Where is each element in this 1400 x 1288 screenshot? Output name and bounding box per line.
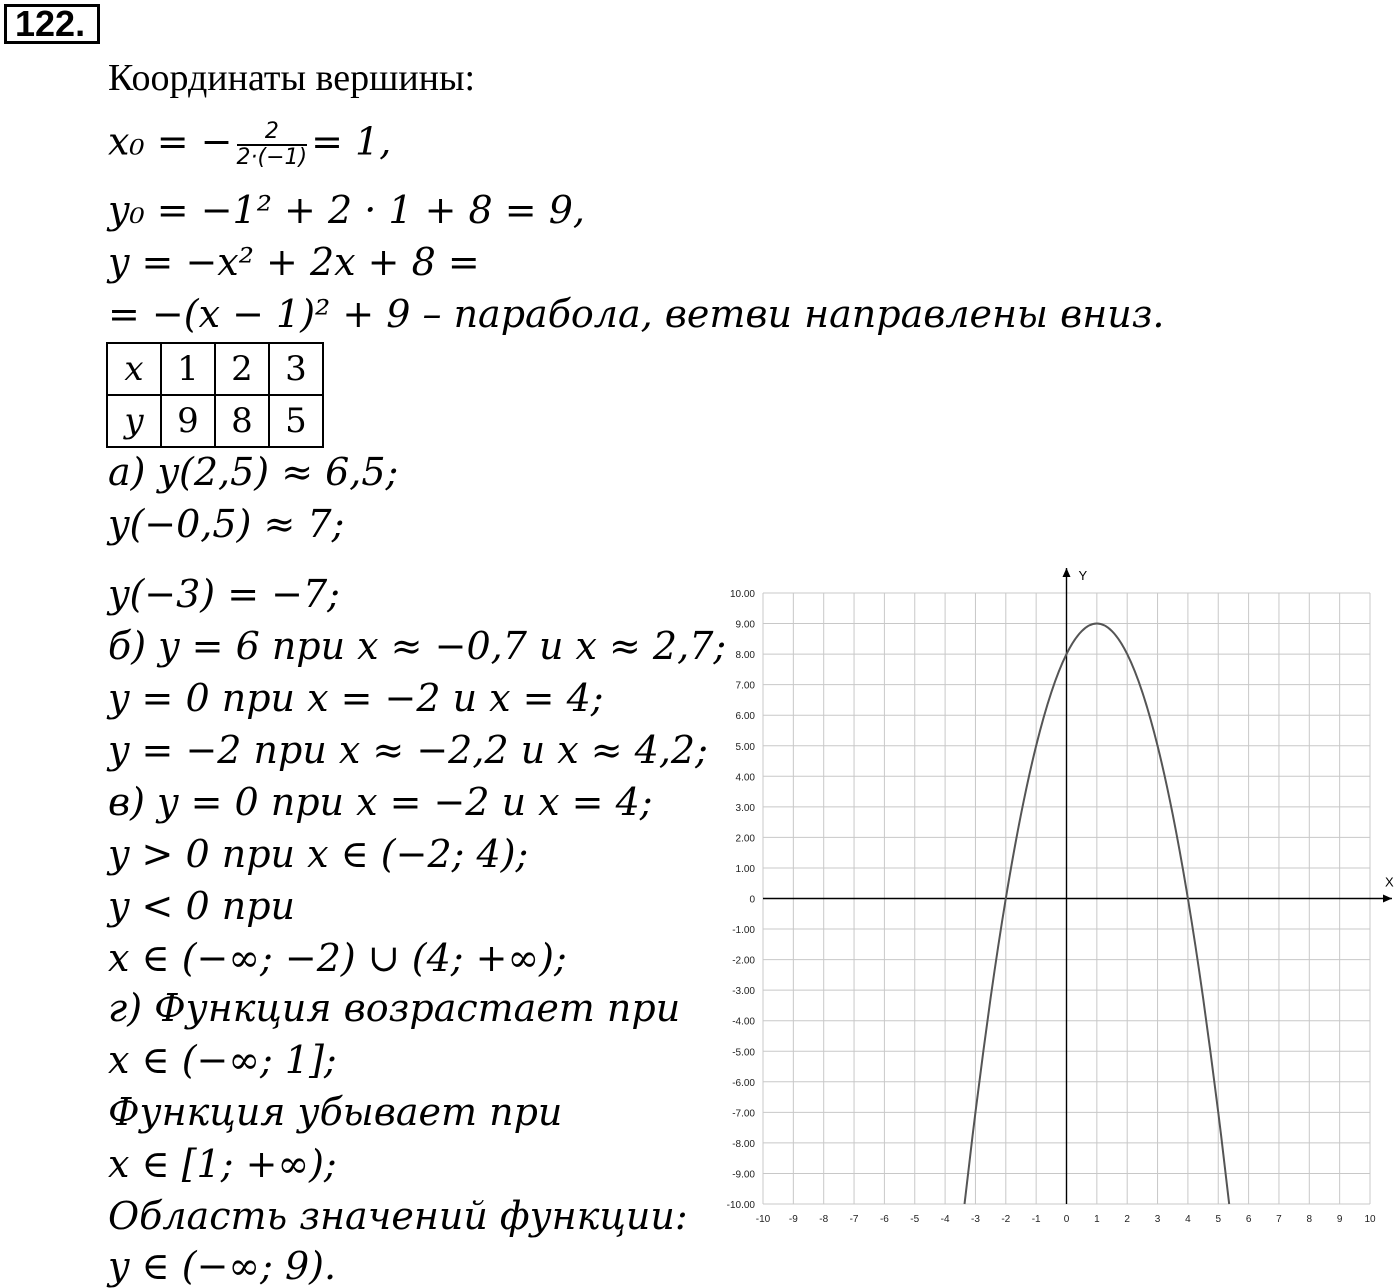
y-tick-label: 2.00 bbox=[735, 833, 755, 845]
answer-a-2: y(−0,5) ≈ 7; bbox=[108, 502, 345, 546]
table-row bbox=[107, 343, 323, 395]
fraction-denominator: 2·(−1) bbox=[236, 145, 308, 170]
y-tick-label: -8.00 bbox=[732, 1138, 755, 1150]
y-tick-label: 0 bbox=[749, 894, 755, 906]
vertex-form: = −(x − 1)² + 9 – парабола, ветви направлены вниз. bbox=[108, 292, 1165, 336]
answer-v-4: x ∈ (−∞; −2) ∪ (4; +∞); bbox=[108, 936, 567, 980]
y-tick-label: 10.00 bbox=[729, 589, 755, 600]
x-tick-label: -6 bbox=[879, 1214, 889, 1225]
x-axis-arrow bbox=[1383, 895, 1392, 903]
fraction-numerator: 2 bbox=[237, 120, 308, 146]
answer-g-1: г) Функция возрастает при bbox=[108, 986, 681, 1030]
answer-v-2: y > 0 при x ∈ (−2; 4); bbox=[108, 832, 529, 876]
y-tick-label: -1.00 bbox=[732, 925, 755, 937]
answer-g-4: x ∈ [1; +∞); bbox=[108, 1142, 337, 1186]
function-definition: y = −x² + 2x + 8 = bbox=[108, 240, 480, 284]
x-tick-label: 6 bbox=[1245, 1214, 1252, 1225]
y-tick-label: 4.00 bbox=[735, 772, 755, 784]
y-tick-label: 6.00 bbox=[735, 711, 755, 723]
y-axis-label: Y bbox=[1078, 568, 1088, 583]
x-tick-label: 8 bbox=[1306, 1214, 1313, 1225]
y-tick-label: -10.00 bbox=[726, 1200, 755, 1211]
y-tick-label: -5.00 bbox=[732, 1047, 755, 1059]
y-tick-label: -6.00 bbox=[732, 1077, 755, 1089]
x-axis-label: X bbox=[1385, 874, 1394, 890]
table-row bbox=[107, 395, 323, 447]
x-tick-label: 7 bbox=[1276, 1214, 1282, 1225]
y-tick-label: 5.00 bbox=[735, 741, 755, 753]
table-cell: x bbox=[107, 343, 161, 395]
answer-g-6: y ∈ (−∞; 9). bbox=[108, 1244, 337, 1288]
x-tick-label: 0 bbox=[1063, 1214, 1070, 1225]
answer-g-3: Функция убывает при bbox=[108, 1090, 563, 1134]
y-tick-label: -9.00 bbox=[732, 1169, 755, 1181]
answer-b-2: y = 0 при x = −2 и x = 4; bbox=[108, 676, 604, 720]
answer-a-1: а) y(2,5) ≈ 6,5; bbox=[108, 450, 399, 494]
x-tick-label: 2 bbox=[1124, 1214, 1130, 1225]
values-table bbox=[106, 342, 324, 448]
x-tick-label: -9 bbox=[788, 1214, 798, 1225]
x-tick-label: -1 bbox=[1031, 1214, 1041, 1225]
problem-number: 122. bbox=[4, 4, 100, 44]
x-tick-label: 3 bbox=[1154, 1214, 1161, 1225]
y-tick-label: 9.00 bbox=[735, 619, 755, 631]
x-tick-label: -8 bbox=[819, 1214, 829, 1225]
x0-result: = 1, bbox=[311, 119, 392, 164]
x-tick-label: 4 bbox=[1185, 1214, 1191, 1225]
table-cell: 9 bbox=[161, 395, 215, 447]
x-tick-label: -10 bbox=[755, 1214, 771, 1225]
answer-g-2: x ∈ (−∞; 1]; bbox=[108, 1038, 337, 1082]
y-tick-label: -2.00 bbox=[732, 955, 755, 967]
x-tick-label: -7 bbox=[849, 1214, 859, 1225]
answer-b-3: y = −2 при x ≈ −2,2 и x ≈ 4,2; bbox=[108, 728, 708, 772]
answer-a-3: y(−3) = −7; bbox=[108, 572, 340, 616]
y-tick-label: -3.00 bbox=[732, 986, 755, 998]
parabola-graph bbox=[700, 556, 1400, 1228]
x-tick-label: 1 bbox=[1094, 1214, 1100, 1225]
y0-formula: y₀ = −1² + 2 · 1 + 8 = 9, bbox=[108, 188, 585, 232]
x-tick-label: -3 bbox=[970, 1214, 980, 1225]
x-tick-label: -4 bbox=[940, 1214, 950, 1225]
y-tick-label: 3.00 bbox=[735, 802, 755, 814]
y-axis-arrow bbox=[1063, 568, 1071, 577]
table-cell: y bbox=[107, 395, 161, 447]
x-tick-label: -5 bbox=[910, 1214, 920, 1225]
answer-b-1: б) y = 6 при x ≈ −0,7 и x ≈ 2,7; bbox=[108, 624, 727, 668]
x0-formula bbox=[108, 120, 391, 170]
vertex-heading: Координаты вершины: bbox=[108, 57, 476, 99]
table-cell: 8 bbox=[215, 395, 269, 447]
x-tick-label: 10 bbox=[1364, 1214, 1376, 1225]
x-tick-label: 5 bbox=[1215, 1214, 1222, 1225]
y-tick-label: 1.00 bbox=[735, 863, 755, 875]
x0-prefix: x₀ = − bbox=[108, 119, 233, 164]
y-tick-label: 7.00 bbox=[735, 680, 755, 692]
y-tick-label: 8.00 bbox=[735, 650, 755, 662]
y-tick-label: -4.00 bbox=[732, 1016, 755, 1028]
table-cell: 5 bbox=[269, 395, 323, 447]
answer-g-5: Область значений функции: bbox=[108, 1194, 688, 1238]
x-tick-label: -2 bbox=[1001, 1214, 1011, 1225]
table-cell: 1 bbox=[161, 343, 215, 395]
answer-v-3: y < 0 при bbox=[108, 884, 295, 928]
y-tick-label: -7.00 bbox=[732, 1108, 755, 1120]
x-tick-label: 9 bbox=[1336, 1214, 1343, 1225]
x0-fraction bbox=[237, 120, 308, 170]
answer-v-1: в) y = 0 при x = −2 и x = 4; bbox=[108, 780, 653, 824]
table-cell: 2 bbox=[215, 343, 269, 395]
table-cell: 3 bbox=[269, 343, 323, 395]
